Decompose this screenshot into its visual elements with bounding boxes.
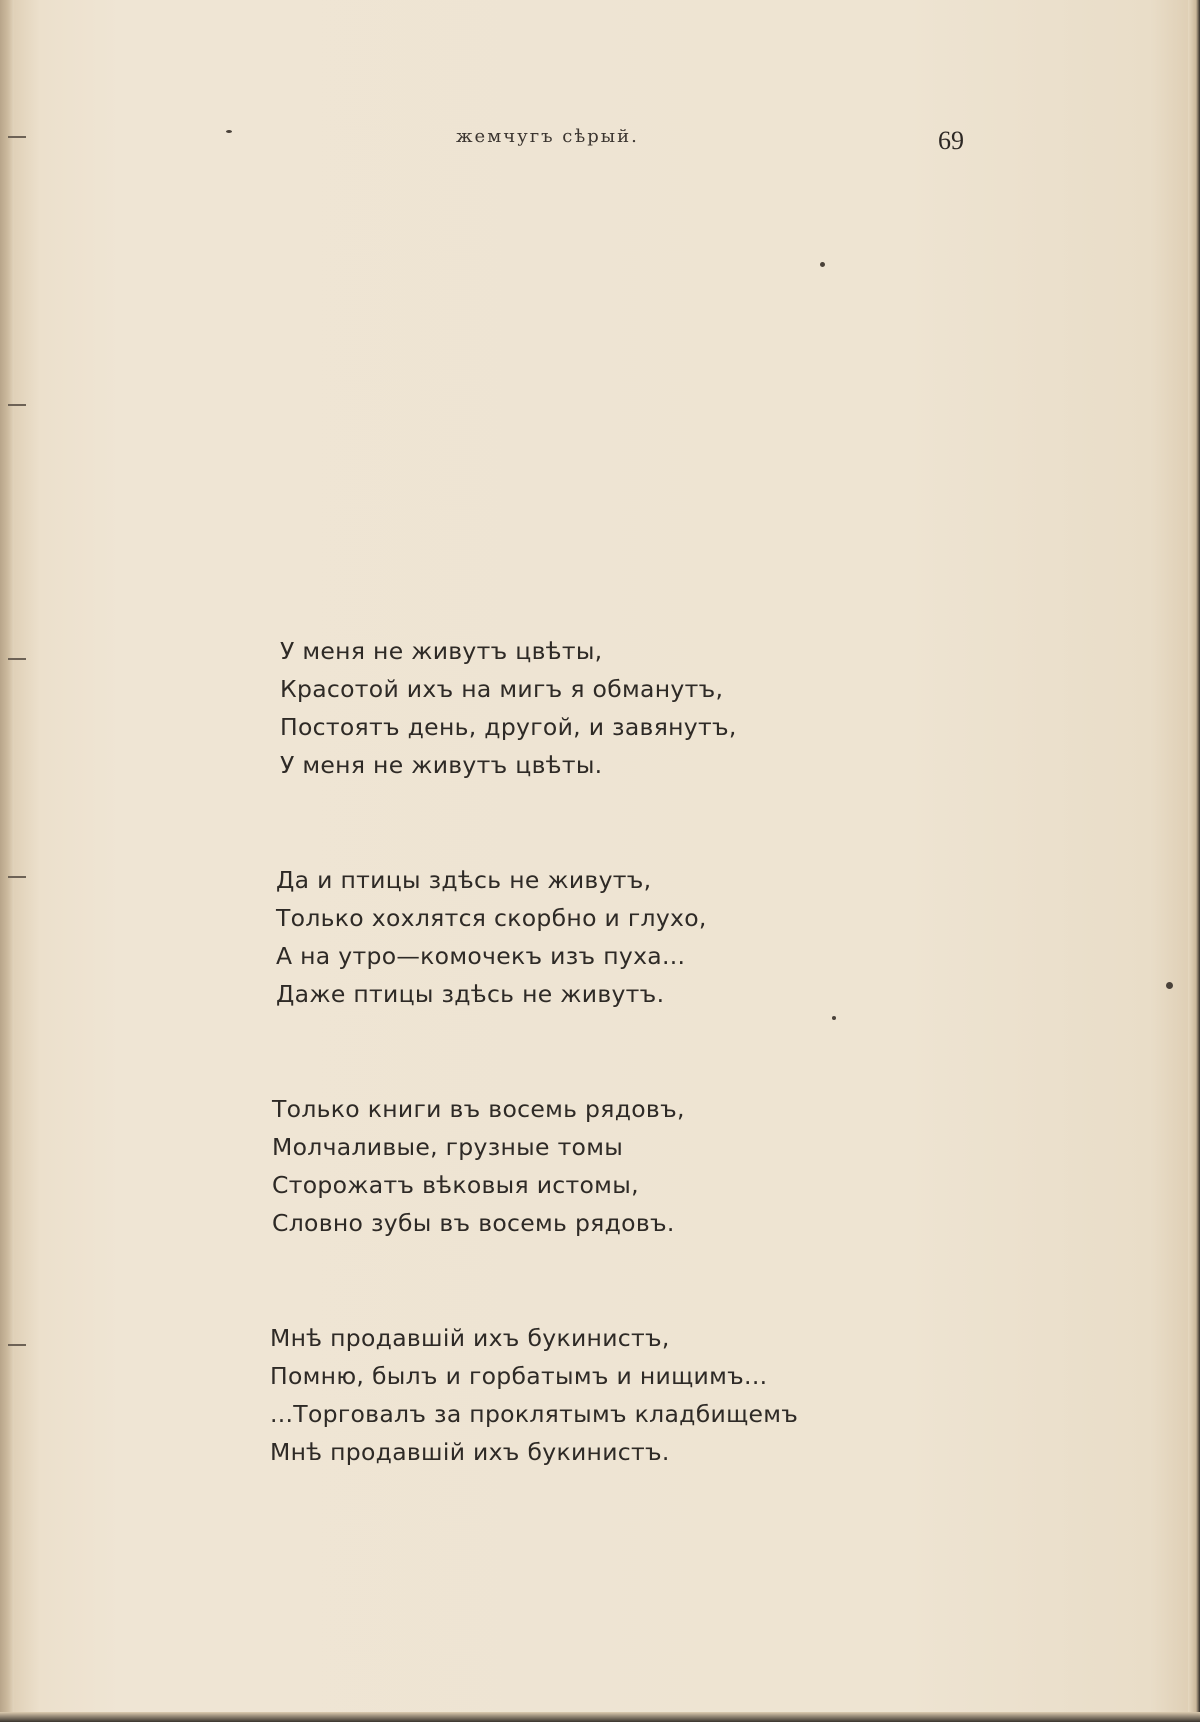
book-spine-edge — [0, 0, 14, 1722]
poem-line: Да и птицы здѣсь не живутъ, — [276, 866, 652, 894]
binding-stitch — [8, 136, 26, 138]
page-right-edge — [1188, 0, 1200, 1722]
binding-stitch — [8, 404, 26, 406]
stanza-1 — [280, 632, 892, 784]
binding-stitch — [8, 658, 26, 660]
poem-line: Постоятъ день, другой, и завянутъ, — [280, 713, 737, 741]
paper-speck — [820, 262, 825, 267]
poem-line: Мнѣ продавшій ихъ букинистъ, — [270, 1324, 670, 1352]
stanza-4 — [270, 1319, 892, 1471]
paper-speck — [226, 130, 232, 133]
binding-stitch — [8, 876, 26, 878]
page-number: 69 — [938, 126, 964, 155]
running-head: жемчугъ сѣрый. — [456, 126, 639, 147]
poem-body — [272, 632, 892, 1548]
poem-line: Мнѣ продавшій ихъ букинистъ. — [270, 1438, 670, 1466]
binding-stitch — [8, 1344, 26, 1346]
page-bottom-edge — [0, 1712, 1200, 1722]
poem-line: Словно зубы въ восемь рядовъ. — [272, 1209, 675, 1237]
poem-line: Красотой ихъ на мигъ я обманутъ, — [280, 675, 724, 703]
poem-line: Только хохлятся скорбно и глухо, — [276, 904, 707, 932]
poem-line: Сторожатъ вѣковыя истомы, — [272, 1171, 639, 1199]
paper-speck — [1166, 982, 1173, 989]
poem-line: Молчаливые, грузные томы — [272, 1133, 624, 1161]
poem-line: Только книги въ восемь рядовъ, — [272, 1095, 685, 1123]
poem-line: ...Торговалъ за проклятымъ кладбищемъ — [270, 1400, 799, 1428]
poem-line: Помню, былъ и горбатымъ и нищимъ... — [270, 1362, 768, 1390]
poem-line: У меня не живутъ цвѣты, — [280, 637, 603, 665]
stanza-2 — [276, 861, 892, 1013]
poem-line: У меня не живутъ цвѣты. — [280, 751, 603, 779]
stanza-3 — [272, 1090, 892, 1242]
poem-line: А на утро—комочекъ изъ пуха... — [276, 942, 686, 970]
poem-line: Даже птицы здѣсь не живутъ. — [276, 980, 665, 1008]
